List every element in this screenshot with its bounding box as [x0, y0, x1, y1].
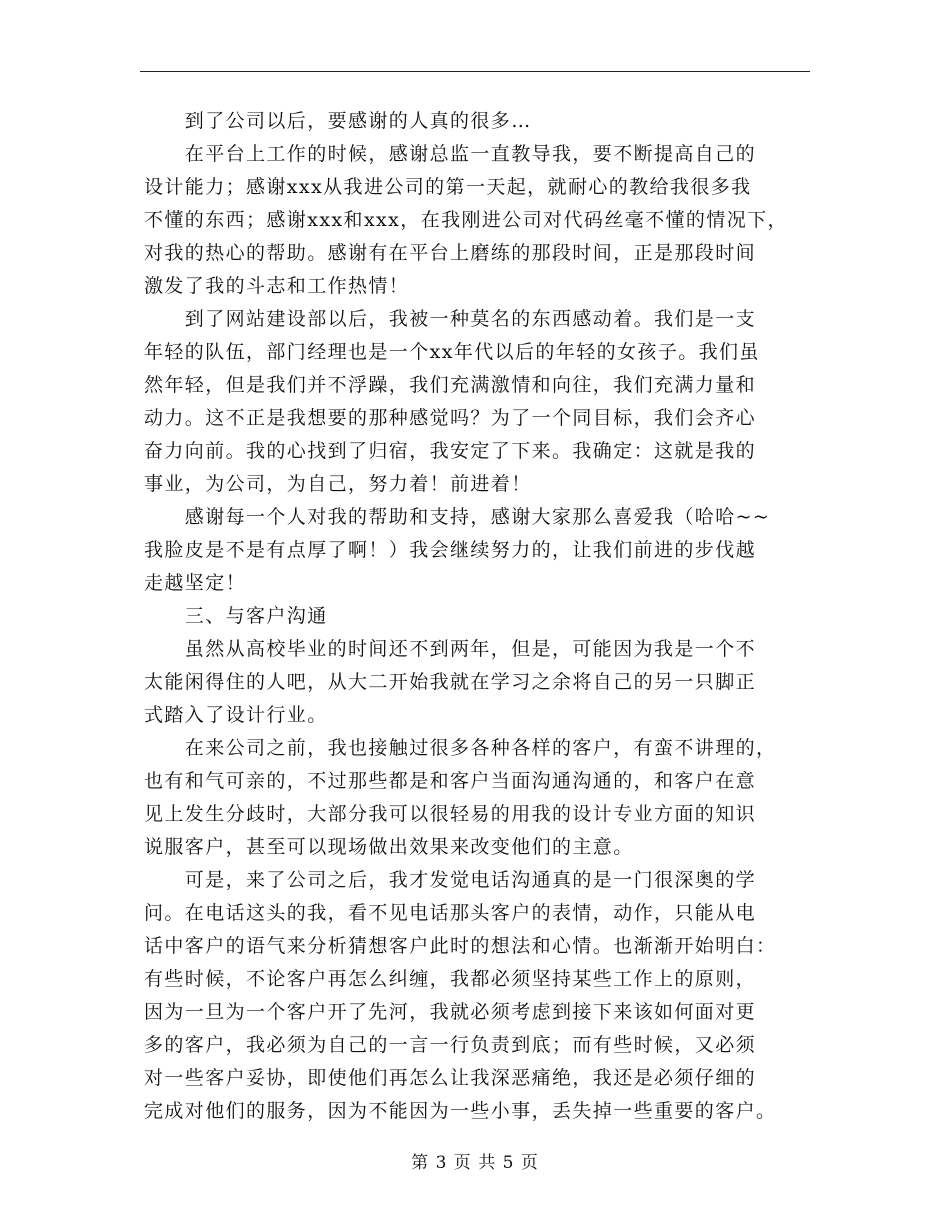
header-rule — [140, 71, 810, 72]
text-line: 在来公司之前，我也接触过很多各种各样的客户，有蛮不讲理的， — [144, 737, 777, 759]
text-line: 感谢每一个人对我的帮助和支持，感谢大家那么喜爱我（哈哈~~ — [144, 506, 771, 528]
text-line: 多的客户，我必须为自己的一言一行负责到底；而有些时候，又必须 — [144, 1034, 757, 1056]
text-line: 到了公司以后，要感谢的人真的很多… — [144, 110, 532, 132]
text-line: 奋力向前。我的心找到了归宿，我安定了下来。我确定：这就是我的 — [144, 440, 757, 462]
text-line: 对我的热心的帮助。感谢有在平台上磨练的那段时间，正是那段时间 — [144, 242, 757, 264]
text-line: 问。在电话这头的我，看不见电话那头客户的表情，动作，只能从电 — [144, 902, 757, 924]
document-body — [144, 105, 816, 1128]
text-line: 我脸皮是不是有点厚了啊！）我会继续努力的，让我们前进的步伐越 — [144, 539, 757, 561]
text-line: 不懂的东西；感谢xxx和xxx，在我刚进公司对代码丝毫不懂的情况下， — [144, 209, 788, 231]
text-line: 因为一旦为一个客户开了先河，我就必须考虑到接下来该如何面对更 — [144, 1001, 757, 1023]
text-line: 动力。这不正是我想要的那种感觉吗？为了一个同目标，我们会齐心 — [144, 407, 757, 429]
section-heading: 三、与客户沟通 — [144, 605, 328, 627]
page-number: 第 3 页 共 5 页 — [411, 1153, 539, 1173]
text-line: 式踏入了设计行业。 — [144, 704, 328, 726]
text-line: 激发了我的斗志和工作热情！ — [144, 275, 410, 297]
text-line: 有些时候，不论客户再怎么纠缠，我都必须坚持某些工作上的原则， — [144, 968, 757, 990]
text-line: 话中客户的语气来分析猜想客户此时的想法和心情。也渐渐开始明白： — [144, 935, 777, 957]
text-line: 到了网站建设部以后，我被一种莫名的东西感动着。我们是一支 — [144, 308, 757, 330]
text-line: 然年轻，但是我们并不浮躁，我们充满激情和向往，我们充满力量和 — [144, 374, 757, 396]
text-line: 设计能力；感谢xxx从我进公司的第一天起，就耐心的教给我很多我 — [144, 176, 752, 198]
text-line: 对一些客户妥协，即使他们再怎么让我深恶痛绝，我还是必须仔细的 — [144, 1067, 757, 1089]
text-line: 事业，为公司，为自己，努力着！前进着！ — [144, 473, 532, 495]
text-line: 说服客户，甚至可以现场做出效果来改变他们的主意。 — [144, 836, 634, 858]
text-line: 走越坚定！ — [144, 572, 247, 594]
text-line: 完成对他们的服务，因为不能因为一些小事，丢失掉一些重要的客户。 — [144, 1100, 777, 1122]
text-line: 也有和气可亲的，不过那些都是和客户当面沟通沟通的，和客户在意 — [144, 770, 757, 792]
text-line: 见上发生分歧时，大部分我可以很轻易的用我的设计专业方面的知识 — [144, 803, 757, 825]
text-line: 虽然从高校毕业的时间还不到两年，但是，可能因为我是一个不 — [144, 638, 757, 660]
text-line: 太能闲得住的人吧，从大二开始我就在学习之余将自己的另一只脚正 — [144, 671, 757, 693]
text-line: 可是，来了公司之后，我才发觉电话沟通真的是一门很深奥的学 — [144, 869, 757, 891]
text-line: 在平台上工作的时候，感谢总监一直教导我，要不断提高自己的 — [144, 143, 757, 165]
text-line: 年轻的队伍，部门经理也是一个xx年代以后的年轻的女孩子。我们虽 — [144, 341, 760, 363]
